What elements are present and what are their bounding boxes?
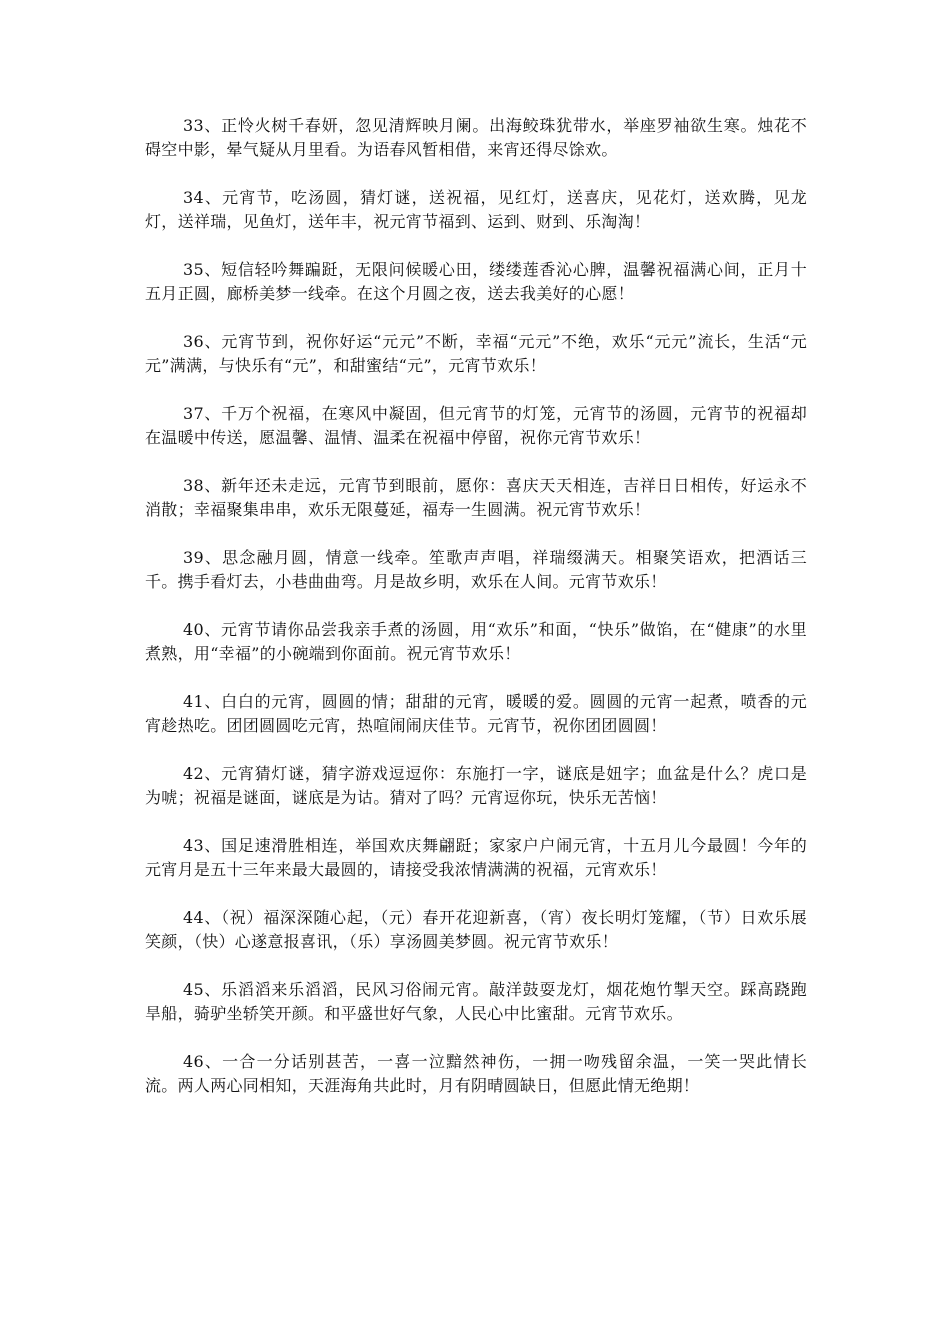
paragraph-36: 36、元宵节到，祝你好运“元元”不断，幸福“元元”不绝，欢乐“元元”流长，生活“元元”满满，与快乐有“元”，和甜蜜结“元”，元宵节欢乐！ <box>145 332 807 375</box>
paragraph-44: 44、（祝）福深深随心起，（元）春开花迎新喜，（宵）夜长明灯笼耀，（节）日欢乐展笑颜，（快）心遂意报喜讯，（乐）享汤圆美梦圆。祝元宵节欢乐！ <box>145 908 807 951</box>
paragraph-40: 40、元宵节请你品尝我亲手煮的汤圆，用“欢乐”和面，“快乐”做馅，在“健康”的水里煮熟，用“幸福”的小碗端到你面前。祝元宵节欢乐！ <box>145 620 807 663</box>
paragraph-35: 35、短信轻吟舞蹁跹，无限问候暖心田，缕缕莲香沁心脾，温馨祝福满心间，正月十五月正圆，廊桥美梦一线牵。在这个月圆之夜，送去我美好的心愿！ <box>145 260 807 303</box>
paragraph-43: 43、国足速滑胜相连，举国欢庆舞翩跹；家家户户闹元宵，十五月儿今最圆！今年的元宵月是五十三年来最大最圆的，请接受我浓情满满的祝福，元宵欢乐！ <box>145 836 807 879</box>
paragraph-38: 38、新年还未走远，元宵节到眼前，愿你：喜庆天天相连，吉祥日日相传，好运永不消散；幸福聚集串串，欢乐无限蔓延，福寿一生圆满。祝元宵节欢乐！ <box>145 476 807 519</box>
paragraph-46: 46、一合一分话别甚苦，一喜一泣黯然神伤，一拥一吻残留余温，一笑一哭此情长流。两人两心同相知，天涯海角共此时，月有阴晴圆缺日，但愿此情无绝期！ <box>145 1052 807 1095</box>
paragraph-37: 37、千万个祝福，在寒风中凝固，但元宵节的灯笼，元宵节的汤圆，元宵节的祝福却在温暖中传送，愿温馨、温情、温柔在祝福中停留，祝你元宵节欢乐！ <box>145 404 807 447</box>
paragraph-41: 41、白白的元宵，圆圆的情；甜甜的元宵，暖暖的爱。圆圆的元宵一起煮，喷香的元宵趁热吃。团团圆圆吃元宵，热喧闹闹庆佳节。元宵节，祝你团团圆圆！ <box>145 692 807 735</box>
paragraph-33: 33、正怜火树千春妍，忽见清辉映月阑。出海鲛珠犹带水，举座罗袖欲生寒。烛花不碍空中影，晕气疑从月里看。为语春风暂相借，来宵还得尽馀欢。 <box>145 116 807 159</box>
paragraph-39: 39、思念融月圆，情意一线牵。笙歌声声唱，祥瑞缀满天。相聚笑语欢，把酒话三千。携手看灯去，小巷曲曲弯。月是故乡明，欢乐在人间。元宵节欢乐！ <box>145 548 807 591</box>
document-body <box>145 114 807 1122</box>
paragraph-34: 34、元宵节，吃汤圆，猜灯谜，送祝福，见红灯，送喜庆，见花灯，送欢腾，见龙灯，送祥瑞，见鱼灯，送年丰，祝元宵节福到、运到、财到、乐淘淘！ <box>145 188 807 231</box>
paragraph-45: 45、乐滔滔来乐滔滔，民风习俗闹元宵。敲洋鼓耍龙灯，烟花炮竹掣天空。踩高跷跑旱船，骑驴坐轿笑开颜。和平盛世好气象，人民心中比蜜甜。元宵节欢乐。 <box>145 980 807 1023</box>
paragraph-42: 42、元宵猜灯谜，猜字游戏逗逗你：东施打一字，谜底是妞字；血盆是什么？虎口是为唬；祝福是谜面，谜底是为诂。猜对了吗？元宵逗你玩，快乐无苦恼！ <box>145 764 807 807</box>
